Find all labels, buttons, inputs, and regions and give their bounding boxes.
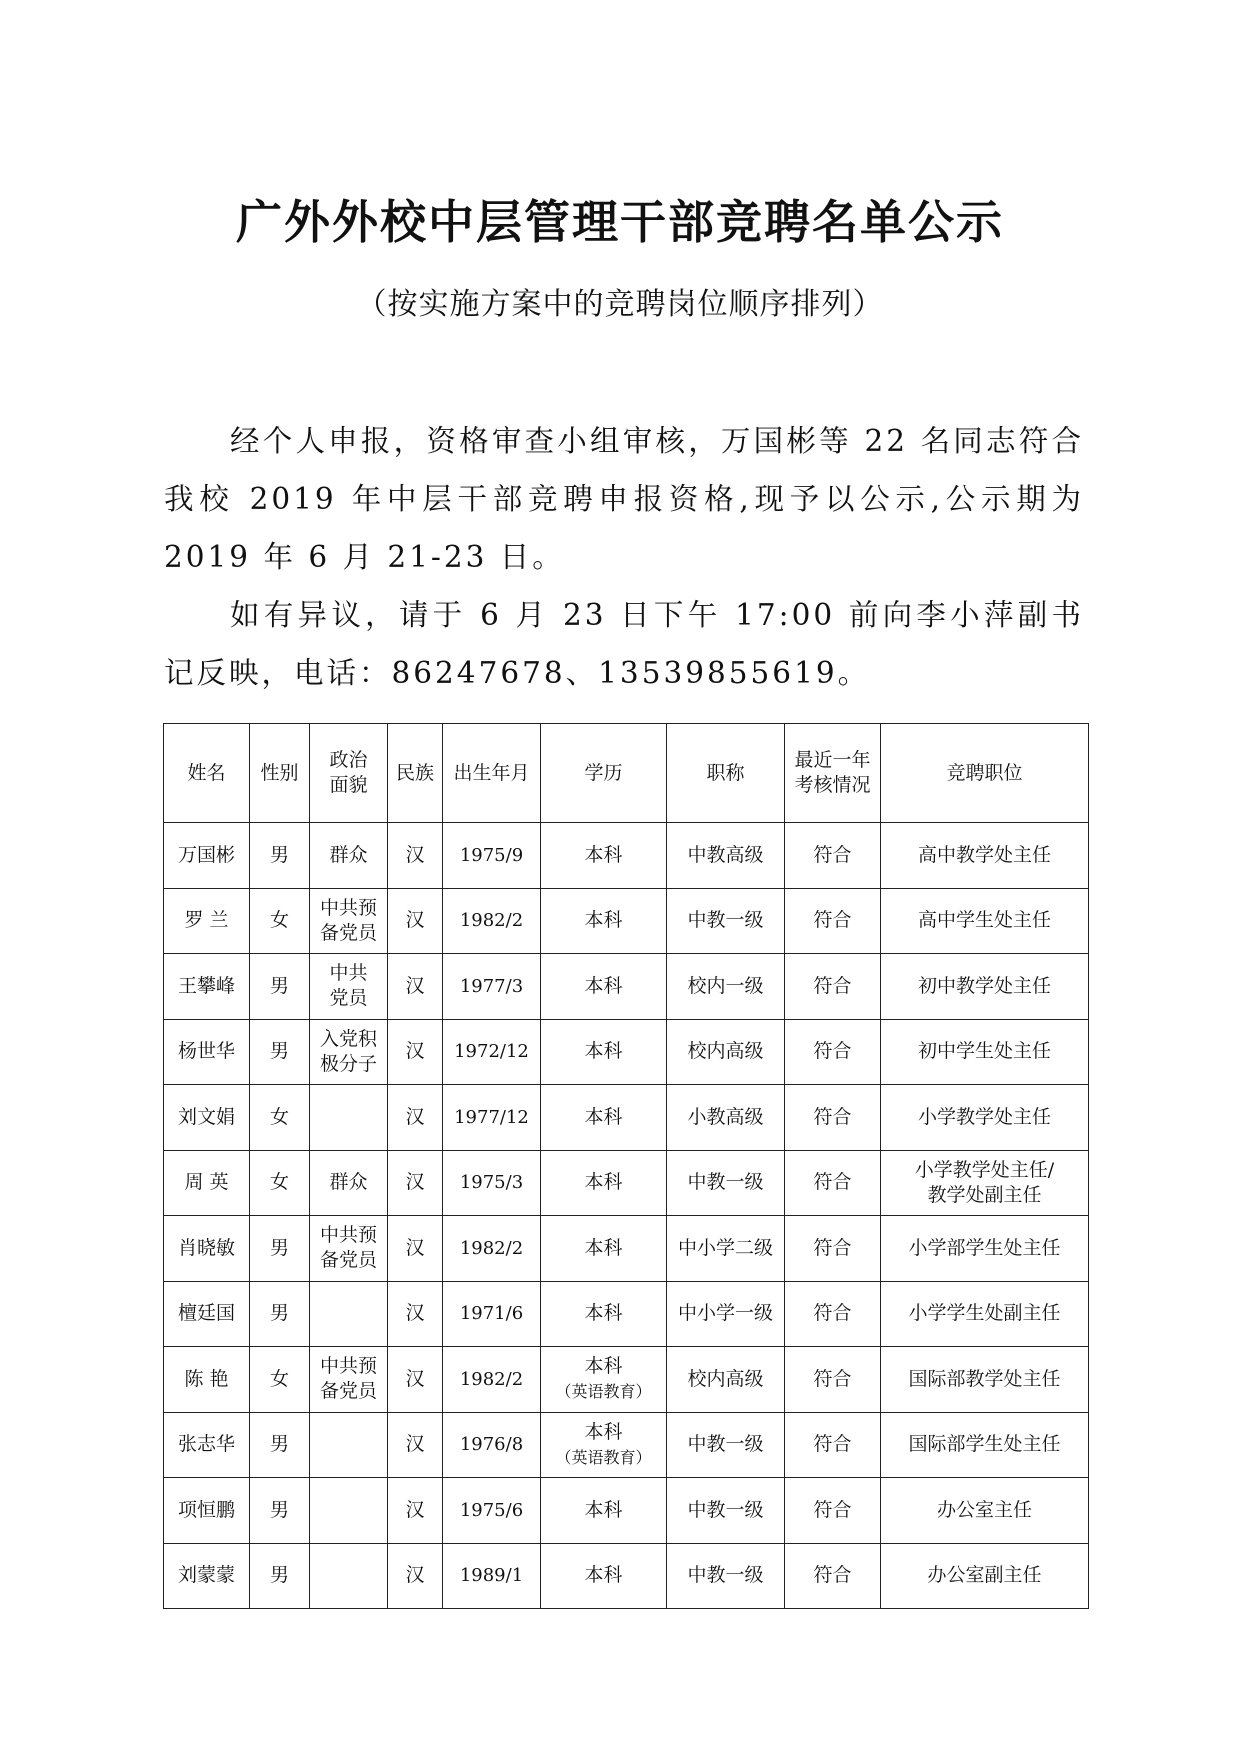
header-review-line-2: 考核情况 — [794, 774, 871, 796]
cell-position-line-1: 小学教学处主任 — [917, 1105, 1051, 1128]
cell-education — [541, 1150, 667, 1216]
cell-birth: 1977/12 — [443, 1085, 541, 1151]
cell-education-degree: 本科 — [584, 1236, 623, 1259]
cell-birth: 1975/3 — [443, 1150, 541, 1216]
cell-education-degree: 本科 — [584, 974, 623, 997]
cell-birth: 1982/2 — [443, 1216, 541, 1282]
cell-education — [541, 1216, 667, 1282]
cell-political-line-2: 党员 — [329, 987, 368, 1010]
cell-annual-review: 符合 — [785, 1216, 881, 1282]
cell-gender: 男 — [250, 1478, 310, 1544]
cell-position — [881, 823, 1089, 889]
cell-position — [881, 1412, 1089, 1478]
cell-education — [541, 1412, 667, 1478]
notice-paragraph-objection: 如有异议，请于 6 月 23 日下午 17:00 前向李小萍副书记反映，电话：86247678、13539855619。 — [164, 598, 1084, 690]
cell-name: 王攀峰 — [164, 954, 250, 1020]
cell-gender: 女 — [250, 1150, 310, 1216]
cell-ethnicity: 汉 — [388, 1347, 443, 1413]
cell-political-status — [310, 1543, 388, 1609]
cell-name: 项恒鹏 — [164, 1478, 250, 1544]
cell-ethnicity: 汉 — [388, 1216, 443, 1282]
cell-birth: 1976/8 — [443, 1412, 541, 1478]
cell-political-line-1: 中共预 — [319, 896, 377, 919]
page-subtitle: （按实施方案中的竞聘岗位顺序排列） — [356, 287, 884, 322]
cell-annual-review: 符合 — [785, 1347, 881, 1413]
cell-birth: 1972/12 — [443, 1019, 541, 1085]
cell-political-line-2: 备党员 — [319, 1380, 377, 1403]
cell-gender: 男 — [250, 1216, 310, 1282]
cell-position-line-2: 教学处副主任 — [927, 1183, 1042, 1206]
cell-professional-title: 校内高级 — [667, 1347, 785, 1413]
cell-education-degree: 本科 — [584, 1564, 623, 1587]
cell-position-line-1: 国际部教学处主任 — [908, 1367, 1061, 1390]
cell-political-line-2: 极分子 — [319, 1052, 377, 1075]
cell-political-status — [310, 1412, 388, 1478]
cell-position-line-1: 办公室副主任 — [927, 1564, 1042, 1587]
cell-birth: 1975/9 — [443, 823, 541, 889]
cell-gender: 男 — [250, 823, 310, 889]
table-row — [164, 823, 1089, 889]
cell-education-degree: 本科 — [584, 1171, 623, 1194]
cell-position — [881, 1281, 1089, 1347]
cell-ethnicity: 汉 — [388, 1478, 443, 1544]
cell-education-major: （英语教育） — [555, 1447, 652, 1467]
header-political-status — [310, 724, 388, 823]
cell-ethnicity: 汉 — [388, 888, 443, 954]
cell-political-status — [310, 1019, 388, 1085]
cell-political-status — [310, 954, 388, 1020]
table-row — [164, 1150, 1089, 1216]
table-row — [164, 1543, 1089, 1609]
cell-political-status — [310, 1281, 388, 1347]
cell-education — [541, 1019, 667, 1085]
cell-ethnicity: 汉 — [388, 1412, 443, 1478]
cell-annual-review: 符合 — [785, 823, 881, 889]
table-row — [164, 1019, 1089, 1085]
table-body — [164, 823, 1089, 1609]
cell-political-status — [310, 888, 388, 954]
header-review-line-1: 最近一年 — [794, 749, 871, 771]
cell-name: 周 英 — [164, 1150, 250, 1216]
table-row — [164, 1347, 1089, 1413]
cell-annual-review: 符合 — [785, 888, 881, 954]
cell-position — [881, 1085, 1089, 1151]
header-ethnicity: 民族 — [388, 724, 443, 823]
notice-paragraph-qualification: 经个人申报，资格审查小组审核，万国彬等 22 名同志符合我校 2019 年中层干部竞聘申报资格,现予以公示,公示期为 2019 年 6 月 21-23 日。 — [164, 424, 1084, 574]
table-row — [164, 1412, 1089, 1478]
cell-professional-title: 中小学一级 — [667, 1281, 785, 1347]
cell-education — [541, 823, 667, 889]
cell-ethnicity: 汉 — [388, 1150, 443, 1216]
cell-education-major: （英语教育） — [555, 1382, 652, 1402]
cell-professional-title: 中小学二级 — [667, 1216, 785, 1282]
candidate-table — [163, 723, 1089, 1609]
cell-birth: 1977/3 — [443, 954, 541, 1020]
cell-ethnicity: 汉 — [388, 823, 443, 889]
page-title: 广外外校中层管理干部竞聘名单公示 — [236, 195, 1004, 249]
cell-position-line-1: 国际部学生处主任 — [908, 1433, 1061, 1456]
cell-annual-review: 符合 — [785, 1412, 881, 1478]
cell-professional-title: 小教高级 — [667, 1085, 785, 1151]
cell-annual-review: 符合 — [785, 1085, 881, 1151]
notice-body — [164, 412, 1084, 702]
cell-annual-review: 符合 — [785, 1150, 881, 1216]
cell-name: 罗 兰 — [164, 888, 250, 954]
cell-professional-title: 校内一级 — [667, 954, 785, 1020]
table-row — [164, 1478, 1089, 1544]
cell-gender: 男 — [250, 954, 310, 1020]
header-professional-title: 职称 — [667, 724, 785, 823]
cell-birth: 1975/6 — [443, 1478, 541, 1544]
cell-birth: 1971/6 — [443, 1281, 541, 1347]
cell-name: 肖晓敏 — [164, 1216, 250, 1282]
cell-political-line-1: 入党积 — [319, 1027, 377, 1050]
header-political-line-1: 政治 — [329, 749, 368, 771]
table-row — [164, 1281, 1089, 1347]
cell-annual-review: 符合 — [785, 954, 881, 1020]
cell-education-degree: 本科 — [584, 1355, 623, 1378]
cell-political-status — [310, 1085, 388, 1151]
cell-position-line-1: 初中教学处主任 — [917, 974, 1051, 997]
cell-political-status — [310, 823, 388, 889]
cell-position-line-1: 高中学生处主任 — [917, 909, 1051, 932]
cell-gender: 男 — [250, 1281, 310, 1347]
table-row — [164, 1216, 1089, 1282]
header-name: 姓名 — [164, 724, 250, 823]
cell-political-status — [310, 1150, 388, 1216]
cell-name: 陈 艳 — [164, 1347, 250, 1413]
header-education: 学历 — [541, 724, 667, 823]
cell-name: 刘蒙蒙 — [164, 1543, 250, 1609]
header-gender: 性别 — [250, 724, 310, 823]
cell-position-line-1: 小学教学处主任/ — [914, 1158, 1055, 1181]
cell-name: 张志华 — [164, 1412, 250, 1478]
table-row — [164, 1085, 1089, 1151]
cell-political-status — [310, 1478, 388, 1544]
cell-education-degree: 本科 — [584, 1302, 623, 1325]
cell-birth: 1989/1 — [443, 1543, 541, 1609]
cell-ethnicity: 汉 — [388, 1543, 443, 1609]
cell-name: 万国彬 — [164, 823, 250, 889]
cell-professional-title: 校内高级 — [667, 1019, 785, 1085]
cell-birth: 1982/2 — [443, 1347, 541, 1413]
cell-ethnicity: 汉 — [388, 1085, 443, 1151]
table-header-row — [164, 724, 1089, 823]
cell-professional-title: 中教一级 — [667, 1543, 785, 1609]
header-position: 竞聘职位 — [881, 724, 1089, 823]
cell-education-degree: 本科 — [584, 1105, 623, 1128]
cell-gender: 女 — [250, 1085, 310, 1151]
cell-name: 檀廷国 — [164, 1281, 250, 1347]
cell-position-line-1: 小学部学生处主任 — [908, 1236, 1061, 1259]
header-political-line-2: 面貌 — [329, 774, 368, 796]
cell-annual-review: 符合 — [785, 1281, 881, 1347]
cell-political-line-1: 中共预 — [319, 1224, 377, 1247]
cell-professional-title: 中教一级 — [667, 888, 785, 954]
cell-education — [541, 1543, 667, 1609]
cell-political-line-1: 中共 — [329, 962, 368, 985]
cell-gender: 男 — [250, 1019, 310, 1085]
cell-position — [881, 1150, 1089, 1216]
cell-position — [881, 888, 1089, 954]
cell-name: 杨世华 — [164, 1019, 250, 1085]
cell-education-degree: 本科 — [584, 909, 623, 932]
cell-education — [541, 1281, 667, 1347]
cell-education — [541, 1347, 667, 1413]
cell-annual-review: 符合 — [785, 1478, 881, 1544]
cell-annual-review: 符合 — [785, 1543, 881, 1609]
cell-ethnicity: 汉 — [388, 954, 443, 1020]
cell-name: 刘文娟 — [164, 1085, 250, 1151]
cell-education-degree: 本科 — [584, 1498, 623, 1521]
cell-position — [881, 1216, 1089, 1282]
cell-political-line-1: 群众 — [329, 1171, 368, 1194]
cell-position — [881, 1543, 1089, 1609]
cell-professional-title: 中教一级 — [667, 1478, 785, 1544]
cell-education — [541, 888, 667, 954]
cell-gender: 女 — [250, 1347, 310, 1413]
cell-political-line-2: 备党员 — [319, 1249, 377, 1272]
cell-education-degree: 本科 — [584, 1420, 623, 1443]
table-row — [164, 954, 1089, 1020]
cell-political-status — [310, 1216, 388, 1282]
cell-gender: 女 — [250, 888, 310, 954]
cell-education-degree: 本科 — [584, 843, 623, 866]
cell-political-status — [310, 1347, 388, 1413]
cell-position-line-1: 初中学生处主任 — [917, 1040, 1051, 1063]
cell-position-line-1: 办公室主任 — [936, 1498, 1032, 1521]
cell-gender: 男 — [250, 1412, 310, 1478]
cell-ethnicity: 汉 — [388, 1281, 443, 1347]
cell-position-line-1: 高中教学处主任 — [917, 843, 1051, 866]
cell-education — [541, 954, 667, 1020]
table-row — [164, 888, 1089, 954]
cell-position — [881, 1478, 1089, 1544]
header-annual-review — [785, 724, 881, 823]
cell-position — [881, 954, 1089, 1020]
cell-political-line-2: 备党员 — [319, 921, 377, 944]
cell-professional-title: 中教一级 — [667, 1150, 785, 1216]
cell-annual-review: 符合 — [785, 1019, 881, 1085]
cell-ethnicity: 汉 — [388, 1019, 443, 1085]
cell-professional-title: 中教高级 — [667, 823, 785, 889]
header-birth: 出生年月 — [443, 724, 541, 823]
cell-education-degree: 本科 — [584, 1040, 623, 1063]
cell-position — [881, 1019, 1089, 1085]
cell-professional-title: 中教一级 — [667, 1412, 785, 1478]
cell-education — [541, 1478, 667, 1544]
cell-political-line-1: 群众 — [329, 843, 368, 866]
cell-position-line-1: 小学学生处副主任 — [908, 1302, 1061, 1325]
cell-political-line-1: 中共预 — [319, 1355, 377, 1378]
cell-birth: 1982/2 — [443, 888, 541, 954]
cell-gender: 男 — [250, 1543, 310, 1609]
cell-education — [541, 1085, 667, 1151]
cell-position — [881, 1347, 1089, 1413]
